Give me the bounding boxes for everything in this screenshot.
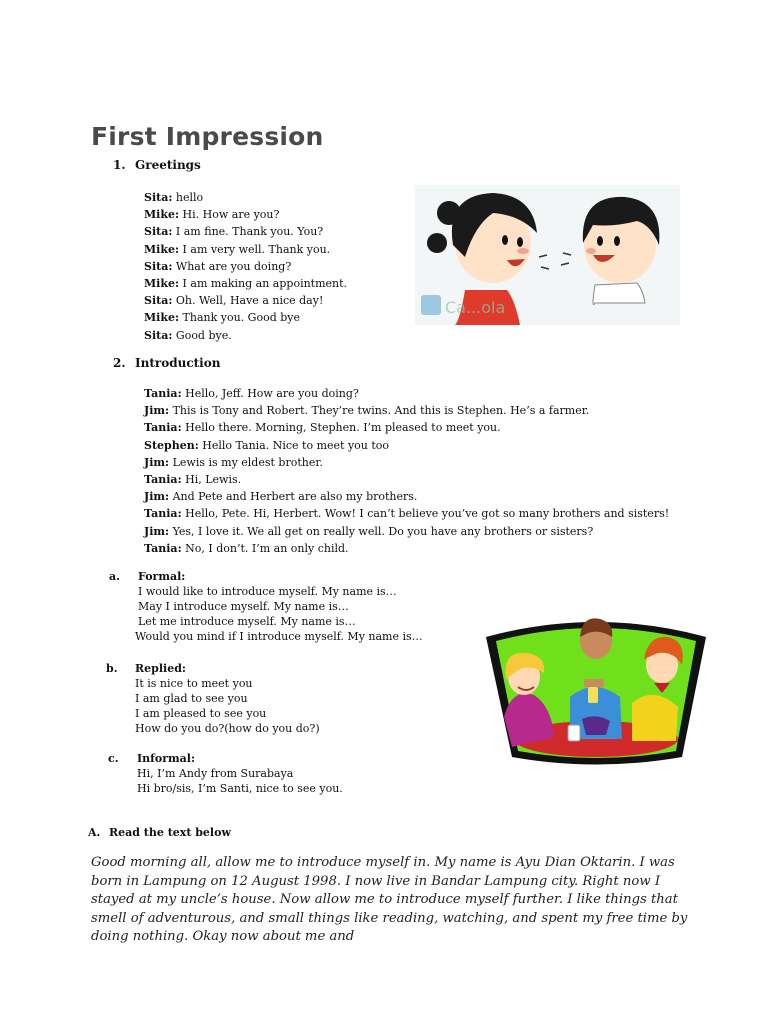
dialog-line	[144, 206, 347, 223]
dialog-line	[144, 437, 669, 454]
dialog-text: Hello, Pete. Hi, Herbert. Wow! I can’t believe you’ve got so many brothers and sisters!	[181, 507, 670, 521]
dialog-text: Hello Tania. Nice to meet you too	[198, 438, 390, 452]
speaker-name: Jim:	[144, 490, 170, 504]
dialog-text: I am making an appointment.	[179, 277, 348, 291]
section-title: Greetings	[135, 158, 201, 172]
formal-line: I would like to introduce myself. My name is…	[138, 585, 397, 598]
formal-title: a. Formal:	[109, 570, 186, 583]
replied-line: How do you do?(how do you do?)	[135, 722, 320, 735]
section-introduction-heading	[113, 356, 220, 370]
speaker-name: Jim:	[144, 404, 170, 418]
dialog-text: This is Tony and Robert. They’re twins. And this is Stephen. He’s a farmer.	[169, 404, 590, 418]
dialog-line	[144, 275, 347, 292]
dialog-text: I am very well. Thank you.	[179, 242, 331, 256]
informal-line: Hi bro/sis, I’m Santi, nice to see you.	[137, 782, 343, 795]
greetings-dialog	[144, 189, 347, 344]
speaker-name: Mike:	[144, 208, 180, 222]
dialog-line	[144, 309, 347, 326]
dialog-line	[144, 292, 347, 309]
formal-line: May I introduce myself. My name is…	[138, 600, 349, 613]
reading-heading: A. Read the text below	[88, 826, 231, 839]
dialog-text: Thank you. Good bye	[179, 311, 301, 325]
dialog-text: Hello, Jeff. How are you doing?	[181, 387, 359, 400]
replied-line: I am pleased to see you	[135, 707, 267, 720]
formal-line: Would you mind if I introduce myself. My name is…	[135, 630, 423, 643]
dialog-line	[144, 488, 669, 505]
dialog-line	[144, 327, 347, 344]
dialog-text: Lewis is my eldest brother.	[169, 455, 323, 469]
speaker-name: Sita:	[144, 294, 173, 308]
speaker-name: Tania:	[144, 387, 182, 400]
speaker-name: Jim:	[144, 524, 170, 538]
speaker-name: Tania:	[144, 421, 182, 435]
introduction-dialog	[144, 385, 669, 557]
speaker-name: Sita:	[144, 225, 173, 239]
children-greeting-illustration	[415, 185, 680, 325]
dialog-line	[144, 241, 347, 258]
dialog-text: Good bye.	[172, 328, 232, 342]
dialog-line	[144, 402, 669, 419]
dialog-line	[144, 223, 347, 240]
page-title: First Impression	[91, 122, 324, 151]
speaker-name: Tania:	[144, 507, 182, 521]
dialog-text: Hi. How are you?	[179, 208, 280, 222]
speaker-name: Tania:	[144, 541, 182, 555]
dialog-text: Hi, Lewis.	[181, 473, 242, 487]
dialog-line	[144, 523, 669, 540]
dialog-line	[144, 258, 347, 275]
section-number: 2.	[113, 356, 126, 370]
dialog-line	[144, 189, 347, 206]
informal-line: Hi, I’m Andy from Surabaya	[137, 767, 294, 780]
dialog-text: No, I don’t. I’m an only child.	[181, 541, 349, 555]
replied-line: I am glad to see you	[135, 692, 248, 705]
speaker-name: Mike:	[144, 311, 180, 325]
dialog-line	[144, 471, 669, 488]
dialog-text: I am fine. Thank you. You?	[172, 225, 324, 239]
dialog-line	[144, 505, 669, 522]
section-title: Introduction	[135, 356, 221, 370]
informal-title: c. Informal:	[108, 752, 196, 765]
speaker-name: Tania:	[144, 473, 182, 487]
section-greetings-heading	[113, 158, 201, 172]
dialog-line	[144, 385, 669, 402]
dialog-text: Oh. Well, Have a nice day!	[172, 294, 324, 308]
dialog-text: hello	[172, 191, 204, 204]
section-number: 1.	[113, 158, 126, 172]
dialog-line	[144, 540, 669, 557]
speaker-name: Jim:	[144, 455, 170, 469]
people-talking-illustration	[482, 607, 710, 767]
speaker-name: Sita:	[144, 328, 173, 342]
speaker-name: Stephen:	[144, 438, 199, 452]
formal-block	[109, 569, 423, 644]
speaker-name: Mike:	[144, 277, 180, 291]
speaker-name: Sita:	[144, 191, 173, 204]
dialog-line	[144, 419, 669, 436]
replied-title: b. Replied:	[106, 662, 186, 675]
informal-block	[108, 751, 343, 796]
dialog-text: Hello there. Morning, Stephen. I’m pleased to meet you.	[181, 421, 501, 435]
speaker-name: Sita:	[144, 259, 173, 273]
watermark-text: Ca...ola	[445, 298, 506, 317]
reading-paragraph: Good morning all, allow me to introduce myself in. My name is Ayu Dian Oktarin. I was born in Lampung on 12 August 1998. I now live in Bandar Lampung city. Right now I stayed at my uncle’s house. Now allow me to introduce myself further. I like things that smell of adventurous, and small things like reading, watching, and spent my free time by doing nothing. Okay now about me and	[91, 855, 688, 944]
formal-line: Let me introduce myself. My name is…	[138, 615, 356, 628]
replied-line: It is nice to meet you	[135, 677, 253, 690]
dialog-text: And Pete and Herbert are also my brothers.	[169, 490, 418, 504]
dialog-line	[144, 454, 669, 471]
replied-block	[106, 661, 320, 736]
speaker-name: Mike:	[144, 242, 180, 256]
dialog-text: What are you doing?	[172, 259, 292, 273]
dialog-text: Yes, I love it. We all get on really well. Do you have any brothers or sisters?	[169, 524, 594, 538]
